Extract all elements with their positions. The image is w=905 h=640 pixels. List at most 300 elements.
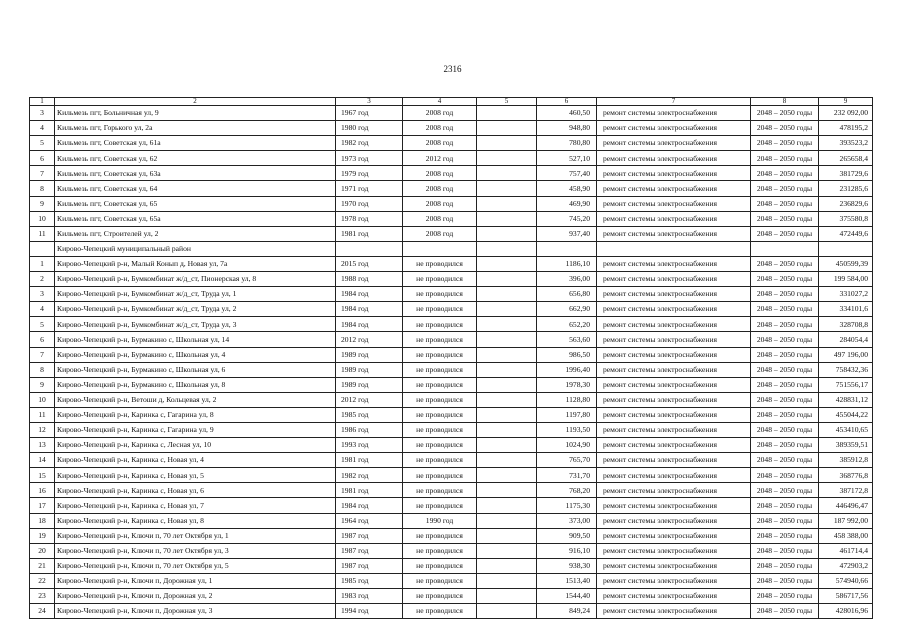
period-cell: 2048 – 2050 годы xyxy=(751,604,819,619)
build-year-cell: 1987 год xyxy=(336,558,403,573)
area-cell: 780,80 xyxy=(537,136,597,151)
cost-cell: 450599,39 xyxy=(819,256,873,271)
work-type-cell: ремонт системы электроснабжения xyxy=(597,196,751,211)
area-cell: 849,24 xyxy=(537,604,597,619)
row-number-cell: 20 xyxy=(30,543,55,558)
column-header: 1 xyxy=(30,98,55,106)
work-type-cell: ремонт системы электроснабжения xyxy=(597,106,751,121)
address-cell: Кирово-Чепецкий р-н, Ключи п, Дорожная ул, 3 xyxy=(55,604,336,619)
table-row xyxy=(30,604,873,619)
build-year-cell: 1989 год xyxy=(336,362,403,377)
area-cell: 1186,10 xyxy=(537,256,597,271)
work-type-cell: ремонт системы электроснабжения xyxy=(597,392,751,407)
empty-cell xyxy=(477,407,537,422)
row-number-cell: 4 xyxy=(30,302,55,317)
last-overhaul-cell: не проводился xyxy=(403,438,477,453)
empty-cell xyxy=(477,528,537,543)
cost-cell: 472449,6 xyxy=(819,226,873,241)
cost-cell: 236829,6 xyxy=(819,196,873,211)
table-row xyxy=(30,181,873,196)
row-number-cell: 17 xyxy=(30,498,55,513)
area-cell: 1978,30 xyxy=(537,377,597,392)
period-cell: 2048 – 2050 годы xyxy=(751,392,819,407)
build-year-cell: 1984 год xyxy=(336,287,403,302)
empty-cell xyxy=(477,332,537,347)
column-number-header-row xyxy=(30,98,873,106)
empty-cell xyxy=(477,513,537,528)
period-cell: 2048 – 2050 годы xyxy=(751,513,819,528)
empty-cell xyxy=(477,604,537,619)
period-cell: 2048 – 2050 годы xyxy=(751,181,819,196)
area-cell: 745,20 xyxy=(537,211,597,226)
last-overhaul-cell: не проводился xyxy=(403,392,477,407)
period-cell: 2048 – 2050 годы xyxy=(751,151,819,166)
empty-cell xyxy=(477,196,537,211)
empty-cell xyxy=(477,317,537,332)
table-row xyxy=(30,226,873,241)
table-row xyxy=(30,196,873,211)
work-type-cell: ремонт системы электроснабжения xyxy=(597,211,751,226)
empty-cell xyxy=(477,181,537,196)
column-header: 6 xyxy=(537,98,597,106)
table-row xyxy=(30,498,873,513)
address-cell: Кирово-Чепецкий р-н, Каринка с, Новая ул, 8 xyxy=(55,513,336,528)
cost-cell: 387172,8 xyxy=(819,483,873,498)
empty-cell xyxy=(477,558,537,573)
last-overhaul-cell: не проводился xyxy=(403,573,477,588)
row-number-cell: 4 xyxy=(30,121,55,136)
cost-cell: 586717,56 xyxy=(819,589,873,604)
row-number-cell: 21 xyxy=(30,558,55,573)
table-row xyxy=(30,121,873,136)
build-year-cell: 2012 год xyxy=(336,392,403,407)
build-year-cell: 1989 год xyxy=(336,347,403,362)
address-cell: Кирово-Чепецкий р-н, Каринка с, Гагарина ул, 8 xyxy=(55,407,336,422)
empty-cell xyxy=(477,226,537,241)
row-number-cell: 11 xyxy=(30,407,55,422)
work-type-cell: ремонт системы электроснабжения xyxy=(597,121,751,136)
build-year-cell: 1984 год xyxy=(336,317,403,332)
row-number-cell: 5 xyxy=(30,136,55,151)
period-cell: 2048 – 2050 годы xyxy=(751,211,819,226)
address-cell: Кирово-Чепецкий р-н, Каринка с, Новая ул, 5 xyxy=(55,468,336,483)
last-overhaul-cell: 2012 год xyxy=(403,151,477,166)
build-year-cell: 1981 год xyxy=(336,453,403,468)
row-number-cell: 19 xyxy=(30,528,55,543)
last-overhaul-cell: не проводился xyxy=(403,604,477,619)
table-row xyxy=(30,483,873,498)
row-number-cell: 23 xyxy=(30,589,55,604)
empty-cell xyxy=(477,347,537,362)
empty-cell xyxy=(477,573,537,588)
area-cell: 731,70 xyxy=(537,468,597,483)
last-overhaul-cell: не проводился xyxy=(403,422,477,437)
area-cell: 1024,90 xyxy=(537,438,597,453)
table-row xyxy=(30,287,873,302)
build-year-cell: 1970 год xyxy=(336,196,403,211)
cost-cell: 187 992,00 xyxy=(819,513,873,528)
area-cell: 768,20 xyxy=(537,483,597,498)
build-year-cell xyxy=(336,241,403,256)
cost-cell: 574940,66 xyxy=(819,573,873,588)
last-overhaul-cell: не проводился xyxy=(403,332,477,347)
period-cell: 2048 – 2050 годы xyxy=(751,196,819,211)
table-row xyxy=(30,377,873,392)
cost-cell: 472903,2 xyxy=(819,558,873,573)
table-row xyxy=(30,211,873,226)
work-type-cell: ремонт системы электроснабжения xyxy=(597,287,751,302)
cost-cell: 458 388,00 xyxy=(819,528,873,543)
empty-cell xyxy=(477,136,537,151)
empty-cell xyxy=(477,151,537,166)
work-type-cell: ремонт системы электроснабжения xyxy=(597,136,751,151)
period-cell: 2048 – 2050 годы xyxy=(751,332,819,347)
period-cell: 2048 – 2050 годы xyxy=(751,528,819,543)
work-type-cell: ремонт системы электроснабжения xyxy=(597,362,751,377)
cost-cell: 446496,47 xyxy=(819,498,873,513)
period-cell: 2048 – 2050 годы xyxy=(751,121,819,136)
row-number-cell: 14 xyxy=(30,453,55,468)
address-cell: Кирово-Чепецкий р-н, Ветоши д, Кольцевая ул, 2 xyxy=(55,392,336,407)
area-cell: 909,50 xyxy=(537,528,597,543)
area-cell: 396,00 xyxy=(537,272,597,287)
table-row xyxy=(30,362,873,377)
area-cell: 652,20 xyxy=(537,317,597,332)
address-cell: Кирово-Чепецкий р-н, Каринка с, Новая ул, 7 xyxy=(55,498,336,513)
cost-cell: 453410,65 xyxy=(819,422,873,437)
build-year-cell: 1988 год xyxy=(336,272,403,287)
area-cell: 458,90 xyxy=(537,181,597,196)
empty-cell xyxy=(477,121,537,136)
work-type-cell: ремонт системы электроснабжения xyxy=(597,573,751,588)
period-cell: 2048 – 2050 годы xyxy=(751,362,819,377)
page-number: 2316 xyxy=(443,64,462,74)
last-overhaul-cell: 2008 год xyxy=(403,196,477,211)
empty-cell xyxy=(477,422,537,437)
table-row xyxy=(30,407,873,422)
row-number-cell: 9 xyxy=(30,377,55,392)
work-type-cell: ремонт системы электроснабжения xyxy=(597,513,751,528)
work-type-cell: ремонт системы электроснабжения xyxy=(597,498,751,513)
area-cell: 1544,40 xyxy=(537,589,597,604)
cost-cell: 381729,6 xyxy=(819,166,873,181)
cost-cell: 393523,2 xyxy=(819,136,873,151)
address-cell: Кирово-Чепецкий р-н, Ключи п, Дорожная ул, 1 xyxy=(55,573,336,588)
area-cell: 1175,30 xyxy=(537,498,597,513)
address-cell: Кирово-Чепецкий р-н, Бумкомбинат ж/д_ст, Труда ул, 2 xyxy=(55,302,336,317)
row-number-cell: 7 xyxy=(30,347,55,362)
last-overhaul-cell: не проводился xyxy=(403,377,477,392)
cost-cell: 265658,4 xyxy=(819,151,873,166)
cost-cell: 232 092,00 xyxy=(819,106,873,121)
area-cell: 757,40 xyxy=(537,166,597,181)
empty-cell xyxy=(477,211,537,226)
build-year-cell: 2015 год xyxy=(336,256,403,271)
area-cell: 527,10 xyxy=(537,151,597,166)
last-overhaul-cell: не проводился xyxy=(403,468,477,483)
address-cell: Кирово-Чепецкий р-н, Ключи п, Дорожная ул, 2 xyxy=(55,589,336,604)
area-cell: 1996,40 xyxy=(537,362,597,377)
build-year-cell: 1987 год xyxy=(336,528,403,543)
last-overhaul-cell: не проводился xyxy=(403,498,477,513)
period-cell: 2048 – 2050 годы xyxy=(751,543,819,558)
row-number-cell: 5 xyxy=(30,317,55,332)
row-number-cell: 3 xyxy=(30,106,55,121)
table-row xyxy=(30,332,873,347)
cost-cell: 334101,6 xyxy=(819,302,873,317)
address-cell: Кирово-Чепецкий р-н, Бурмакино с, Школьная ул, 14 xyxy=(55,332,336,347)
row-number-cell: 8 xyxy=(30,362,55,377)
last-overhaul-cell: не проводился xyxy=(403,317,477,332)
area-cell: 563,60 xyxy=(537,332,597,347)
build-year-cell: 1967 год xyxy=(336,106,403,121)
last-overhaul-cell: не проводился xyxy=(403,256,477,271)
work-type-cell: ремонт системы электроснабжения xyxy=(597,483,751,498)
cost-cell: 478195,2 xyxy=(819,121,873,136)
row-number-cell: 6 xyxy=(30,151,55,166)
period-cell: 2048 – 2050 годы xyxy=(751,106,819,121)
address-cell: Кильмезь пгт, Строителей ул, 2 xyxy=(55,226,336,241)
table-row xyxy=(30,302,873,317)
last-overhaul-cell: 2008 год xyxy=(403,166,477,181)
work-type-cell xyxy=(597,241,751,256)
cost-cell: 284054,4 xyxy=(819,332,873,347)
last-overhaul-cell: не проводился xyxy=(403,362,477,377)
area-cell: 916,10 xyxy=(537,543,597,558)
work-type-cell: ремонт системы электроснабжения xyxy=(597,438,751,453)
row-number-cell: 24 xyxy=(30,604,55,619)
period-cell: 2048 – 2050 годы xyxy=(751,377,819,392)
empty-cell xyxy=(477,453,537,468)
cost-cell: 497 196,00 xyxy=(819,347,873,362)
build-year-cell: 1984 год xyxy=(336,302,403,317)
work-type-cell: ремонт системы электроснабжения xyxy=(597,604,751,619)
empty-cell xyxy=(477,498,537,513)
address-cell: Кирово-Чепецкий р-н, Каринка с, Гагарина ул, 9 xyxy=(55,422,336,437)
address-cell: Кирово-Чепецкий р-н, Малый Конып д, Новая ул, 7а xyxy=(55,256,336,271)
table-row xyxy=(30,317,873,332)
address-cell: Кирово-Чепецкий р-н, Каринка с, Лесная ул, 10 xyxy=(55,438,336,453)
period-cell: 2048 – 2050 годы xyxy=(751,226,819,241)
work-type-cell: ремонт системы электроснабжения xyxy=(597,332,751,347)
column-header: 3 xyxy=(336,98,403,106)
work-type-cell: ремонт системы электроснабжения xyxy=(597,317,751,332)
empty-cell xyxy=(477,377,537,392)
last-overhaul-cell: не проводился xyxy=(403,558,477,573)
work-type-cell: ремонт системы электроснабжения xyxy=(597,166,751,181)
cost-cell: 199 584,00 xyxy=(819,272,873,287)
cost-cell xyxy=(819,241,873,256)
address-cell: Кильмезь пгт, Советская ул, 63а xyxy=(55,166,336,181)
address-cell: Кильмезь пгт, Советская ул, 65а xyxy=(55,211,336,226)
work-type-cell: ремонт системы электроснабжения xyxy=(597,272,751,287)
row-number-cell: 10 xyxy=(30,211,55,226)
build-year-cell: 1986 год xyxy=(336,422,403,437)
build-year-cell: 2012 год xyxy=(336,332,403,347)
period-cell: 2048 – 2050 годы xyxy=(751,302,819,317)
table-row xyxy=(30,166,873,181)
area-cell: 460,50 xyxy=(537,106,597,121)
work-type-cell: ремонт системы электроснабжения xyxy=(597,407,751,422)
row-number-cell: 9 xyxy=(30,196,55,211)
address-cell: Кирово-Чепецкий р-н, Каринка с, Новая ул, 4 xyxy=(55,453,336,468)
empty-cell xyxy=(477,543,537,558)
last-overhaul-cell: не проводился xyxy=(403,528,477,543)
table-row xyxy=(30,272,873,287)
build-year-cell: 1973 год xyxy=(336,151,403,166)
address-cell: Кирово-Чепецкий р-н, Каринка с, Новая ул, 6 xyxy=(55,483,336,498)
address-cell: Кильмезь пгт, Советская ул, 62 xyxy=(55,151,336,166)
empty-cell xyxy=(477,438,537,453)
row-number-cell: 8 xyxy=(30,181,55,196)
column-header: 4 xyxy=(403,98,477,106)
last-overhaul-cell: не проводился xyxy=(403,543,477,558)
table-row xyxy=(30,558,873,573)
build-year-cell: 1983 год xyxy=(336,589,403,604)
work-type-cell: ремонт системы электроснабжения xyxy=(597,453,751,468)
table-row xyxy=(30,256,873,271)
work-type-cell: ремонт системы электроснабжения xyxy=(597,256,751,271)
table-row xyxy=(30,589,873,604)
empty-cell xyxy=(477,272,537,287)
cost-cell: 368776,8 xyxy=(819,468,873,483)
last-overhaul-cell: не проводился xyxy=(403,347,477,362)
cost-cell: 428831,12 xyxy=(819,392,873,407)
row-number-cell: 3 xyxy=(30,287,55,302)
cost-cell: 758432,36 xyxy=(819,362,873,377)
build-year-cell: 1994 год xyxy=(336,604,403,619)
column-header: 7 xyxy=(597,98,751,106)
area-cell: 938,30 xyxy=(537,558,597,573)
work-type-cell: ремонт системы электроснабжения xyxy=(597,377,751,392)
build-year-cell: 1985 год xyxy=(336,573,403,588)
build-year-cell: 1985 год xyxy=(336,407,403,422)
area-cell: 1197,80 xyxy=(537,407,597,422)
address-cell: Кирово-Чепецкий р-н, Ключи п, 70 лет Октября ул, 3 xyxy=(55,543,336,558)
cost-cell: 751556,17 xyxy=(819,377,873,392)
build-year-cell: 1979 год xyxy=(336,166,403,181)
table-row xyxy=(30,422,873,437)
area-cell: 469,90 xyxy=(537,196,597,211)
cost-cell: 455044,22 xyxy=(819,407,873,422)
build-year-cell: 1982 год xyxy=(336,136,403,151)
last-overhaul-cell: 1990 год xyxy=(403,513,477,528)
row-number-cell: 18 xyxy=(30,513,55,528)
column-header: 5 xyxy=(477,98,537,106)
last-overhaul-cell: 2008 год xyxy=(403,106,477,121)
last-overhaul-cell: 2008 год xyxy=(403,181,477,196)
cost-cell: 375580,8 xyxy=(819,211,873,226)
period-cell: 2048 – 2050 годы xyxy=(751,558,819,573)
table-row xyxy=(30,438,873,453)
address-cell: Кильмезь пгт, Советская ул, 64 xyxy=(55,181,336,196)
row-number-cell: 13 xyxy=(30,438,55,453)
address-cell: Кирово-Чепецкий р-н, Бурмакино с, Школьная ул, 4 xyxy=(55,347,336,362)
period-cell: 2048 – 2050 годы xyxy=(751,422,819,437)
repair-schedule-table xyxy=(29,97,873,619)
table-row xyxy=(30,453,873,468)
empty-cell xyxy=(477,362,537,377)
row-number-cell: 11 xyxy=(30,226,55,241)
period-cell: 2048 – 2050 годы xyxy=(751,483,819,498)
address-cell: Кирово-Чепецкий р-н, Бумкомбинат ж/д_ст, Труда ул, 1 xyxy=(55,287,336,302)
work-type-cell: ремонт системы электроснабжения xyxy=(597,181,751,196)
period-cell: 2048 – 2050 годы xyxy=(751,272,819,287)
table-row xyxy=(30,513,873,528)
address-cell: Кирово-Чепецкий р-н, Бурмакино с, Школьная ул, 6 xyxy=(55,362,336,377)
work-type-cell: ремонт системы электроснабжения xyxy=(597,226,751,241)
work-type-cell: ремонт системы электроснабжения xyxy=(597,151,751,166)
build-year-cell: 1984 год xyxy=(336,498,403,513)
area-cell: 765,70 xyxy=(537,453,597,468)
work-type-cell: ремонт системы электроснабжения xyxy=(597,589,751,604)
address-cell: Кирово-Чепецкий р-н, Ключи п, 70 лет Октября ул, 1 xyxy=(55,528,336,543)
last-overhaul-cell: не проводился xyxy=(403,302,477,317)
empty-cell xyxy=(477,468,537,483)
cost-cell: 331027,2 xyxy=(819,287,873,302)
build-year-cell: 1989 год xyxy=(336,377,403,392)
period-cell: 2048 – 2050 годы xyxy=(751,347,819,362)
cost-cell: 231285,6 xyxy=(819,181,873,196)
work-type-cell: ремонт системы электроснабжения xyxy=(597,558,751,573)
column-header: 9 xyxy=(819,98,873,106)
address-cell: Кильмезь пгт, Больничная ул, 9 xyxy=(55,106,336,121)
cost-cell: 385912,8 xyxy=(819,453,873,468)
empty-cell xyxy=(477,302,537,317)
area-cell: 373,00 xyxy=(537,513,597,528)
area-cell: 986,50 xyxy=(537,347,597,362)
last-overhaul-cell: не проводился xyxy=(403,287,477,302)
last-overhaul-cell: не проводился xyxy=(403,272,477,287)
period-cell: 2048 – 2050 годы xyxy=(751,453,819,468)
period-cell: 2048 – 2050 годы xyxy=(751,438,819,453)
row-number-cell: 2 xyxy=(30,272,55,287)
area-cell: 1513,40 xyxy=(537,573,597,588)
build-year-cell: 1978 год xyxy=(336,211,403,226)
period-cell: 2048 – 2050 годы xyxy=(751,287,819,302)
period-cell: 2048 – 2050 годы xyxy=(751,136,819,151)
empty-cell xyxy=(477,483,537,498)
work-type-cell: ремонт системы электроснабжения xyxy=(597,528,751,543)
build-year-cell: 1981 год xyxy=(336,483,403,498)
address-cell: Кильмезь пгт, Горького ул, 2а xyxy=(55,121,336,136)
build-year-cell: 1981 год xyxy=(336,226,403,241)
area-cell: 948,80 xyxy=(537,121,597,136)
period-cell: 2048 – 2050 годы xyxy=(751,573,819,588)
address-cell: Кильмезь пгт, Советская ул, 65 xyxy=(55,196,336,211)
work-type-cell: ремонт системы электроснабжения xyxy=(597,302,751,317)
build-year-cell: 1987 год xyxy=(336,543,403,558)
last-overhaul-cell: не проводился xyxy=(403,407,477,422)
period-cell: 2048 – 2050 годы xyxy=(751,166,819,181)
work-type-cell: ремонт системы электроснабжения xyxy=(597,543,751,558)
empty-cell xyxy=(477,241,537,256)
table-row xyxy=(30,106,873,121)
last-overhaul-cell: 2008 год xyxy=(403,136,477,151)
empty-cell xyxy=(477,589,537,604)
row-number-cell: 16 xyxy=(30,483,55,498)
row-number-cell: 12 xyxy=(30,422,55,437)
address-cell: Кирово-Чепецкий р-н, Бумкомбинат ж/д_ст, Труда ул, 3 xyxy=(55,317,336,332)
build-year-cell: 1964 год xyxy=(336,513,403,528)
row-number-cell: 6 xyxy=(30,332,55,347)
build-year-cell: 1980 год xyxy=(336,121,403,136)
last-overhaul-cell: 2008 год xyxy=(403,121,477,136)
last-overhaul-cell: не проводился xyxy=(403,483,477,498)
table-row xyxy=(30,573,873,588)
region-name: Кирово-Чепецкий муниципальный район xyxy=(55,241,336,256)
address-cell: Кирово-Чепецкий р-н, Ключи п, 70 лет Октября ул, 5 xyxy=(55,558,336,573)
